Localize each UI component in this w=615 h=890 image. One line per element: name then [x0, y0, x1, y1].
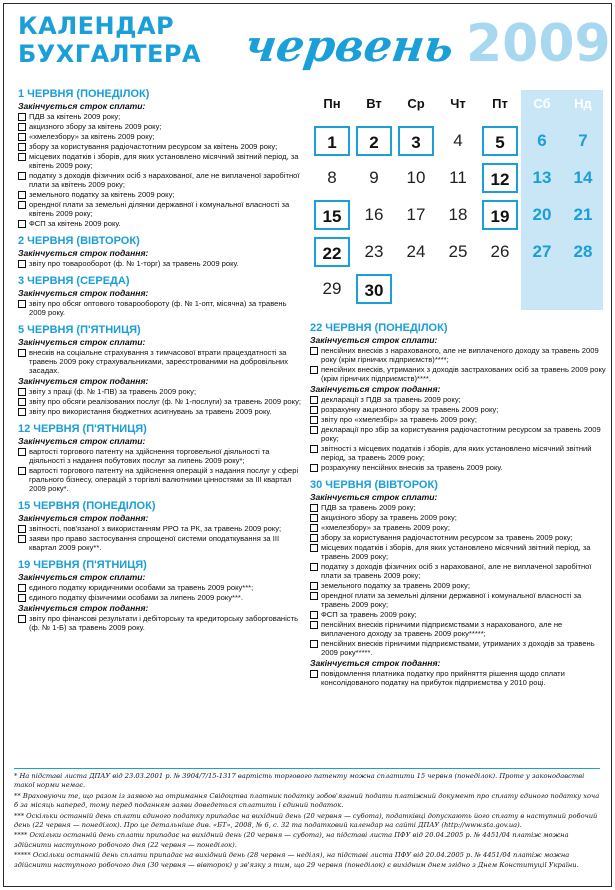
- calendar-day: 11: [449, 168, 467, 187]
- calendar-day: 4: [453, 131, 463, 150]
- checklist-item-text: внесків на соціальне страхування з тимчасової втрати працездатності за травень 2009 року страхувальниками, зареєстрованими на добровільних засадах.: [29, 348, 289, 375]
- checklist-item-text: ПДВ за травень 2009 року;: [321, 503, 416, 512]
- checklist-item: [18, 112, 301, 121]
- checklist-item-text: заяви про право застосування спрощеної системи оподаткування за ІІІ квартал 2009 року**.: [29, 534, 280, 552]
- checkbox[interactable]: [310, 464, 318, 472]
- checklist-item: [18, 200, 301, 218]
- checklist-item-text: розрахунку пенсійних внесків за травень 2009 року.: [321, 463, 503, 472]
- checkbox[interactable]: [18, 594, 26, 602]
- section-subheading: Закінчується строк сплати:: [18, 436, 146, 446]
- calendar-day: 21: [573, 205, 593, 224]
- section-subheading: Закінчується строк сплати:: [310, 492, 438, 502]
- checklist-item: [310, 395, 606, 404]
- checkbox[interactable]: [18, 584, 26, 592]
- checkbox[interactable]: [18, 113, 26, 121]
- checklist-item-text: звітності, пов'язаної з використанням РРО та РК, за травень 2009 року;: [29, 524, 282, 533]
- checkbox[interactable]: [18, 191, 26, 199]
- calendar-day: 18: [448, 205, 468, 224]
- deadline-section: [310, 479, 606, 687]
- checkbox[interactable]: [310, 504, 318, 512]
- checklist-item-text: земельного податку за травень 2009 року;: [321, 581, 470, 590]
- calendar-day: 23: [364, 242, 384, 261]
- checkbox[interactable]: [310, 640, 318, 648]
- checklist-item-text: звіту з праці (ф. № 1-ПВ) за травень 2009 року;: [29, 387, 197, 396]
- section-date-title: 15 ЧЕРВНЯ (ПОНЕДІЛОК): [18, 500, 156, 512]
- calendar-day: 9: [369, 168, 379, 187]
- weekday-header: Сб: [533, 96, 551, 111]
- checklist-item: [18, 387, 301, 396]
- calendar-day: 3: [398, 126, 434, 156]
- checkbox[interactable]: [18, 398, 26, 406]
- section-subheading: Закінчується строк сплати:: [310, 335, 438, 345]
- year-title: 2009: [466, 14, 611, 74]
- checklist-item: [310, 610, 606, 619]
- checklist-item-text: вартості торгового патенту на здійснення операцій з надання послуг у сфері грального бізнесу, операцій з торгівлі валютними цінностями за ІІІ квартал 2009 року*.: [29, 466, 299, 493]
- calendar-day: 29: [322, 279, 342, 298]
- calendar-day: 14: [573, 168, 593, 187]
- checklist-item-text: акцизного збору за квітень 2009 року;: [29, 122, 162, 131]
- checklist-item: [18, 534, 301, 552]
- deadline-section: [18, 275, 301, 317]
- checkbox[interactable]: [310, 347, 318, 355]
- deadline-section: [18, 235, 301, 268]
- checklist-item: [310, 405, 606, 414]
- checklist-item: [310, 365, 606, 383]
- checkbox[interactable]: [310, 416, 318, 424]
- weekday-header: Чт: [450, 96, 466, 111]
- checklist-item-text: місцевих податків і зборів, для яких установлено місячний звітний період, за квітень 2009 року;: [29, 152, 299, 170]
- calendar-grid: [310, 90, 603, 310]
- section-subheading: Закінчується строк подання:: [310, 384, 441, 394]
- checklist-item: [18, 132, 301, 141]
- section-date-title: 19 ЧЕРВНЯ (П'ЯТНИЦЯ): [18, 559, 147, 571]
- checklist-item-text: пенсійних внесків, утриманих з доходів застрахованих осіб за травень 2009 року (крім гірничих підприємств)****.: [321, 365, 606, 383]
- checklist-item-text: декларації про збір за користування радіочастотним ресурсом за травень 2009 року;: [321, 425, 601, 443]
- checkbox[interactable]: [310, 524, 318, 532]
- checklist-item-text: пенсійних внесків гірничими підприємствами, утриманих з доходів за травень 2009 року*****.: [321, 639, 595, 657]
- section-subheading: Закінчується строк подання:: [18, 603, 149, 613]
- checklist-item-text: орендної плати за земельні ділянки державної і комунальної власності за травень 2009 року;: [321, 591, 582, 609]
- section-subheading: Закінчується строк подання:: [310, 658, 441, 668]
- checkbox[interactable]: [18, 172, 26, 180]
- checklist-item-text: «хмелезбору» за травень 2009 року;: [321, 523, 450, 532]
- checklist-item-text: звіту про використання бюджетних асигнувань за травень 2009 року.: [29, 407, 272, 416]
- calendar-day: 19: [482, 200, 518, 230]
- checklist-item-text: звіту про обсяг оптового товарообороту (ф. № 1-опт, місячна) за травень 2009 року.: [29, 299, 287, 317]
- calendar-day: 15: [314, 200, 350, 230]
- checklist-item: [18, 259, 301, 268]
- checklist-item: [310, 425, 606, 443]
- title-line-2: БУХГАЛТЕРА: [18, 40, 202, 68]
- checklist-item: [310, 523, 606, 532]
- calendar-day: 16: [364, 205, 384, 224]
- weekday-header: Ср: [407, 96, 425, 111]
- calendar-day: 10: [406, 168, 426, 187]
- checklist-item: [310, 562, 606, 580]
- calendar-day: 7: [578, 131, 588, 150]
- checklist-item-text: ФСП за квітень 2009 року.: [29, 219, 121, 228]
- footnotes: [14, 768, 600, 871]
- checklist-item: [18, 397, 301, 406]
- checkbox[interactable]: [310, 621, 318, 629]
- checklist-item-text: акцизного збору за травень 2009 року;: [321, 513, 457, 522]
- checklist-item-text: звіту про обсяги реалізованих послуг (ф. № 1-послуги) за травень 2009 року;: [29, 397, 301, 406]
- weekday-header: Вт: [366, 96, 382, 111]
- checkbox[interactable]: [310, 544, 318, 552]
- checkbox[interactable]: [310, 396, 318, 404]
- checklist-item-text: єдиного податку юридичними особами за травень 2009 року***;: [29, 583, 254, 592]
- checkbox[interactable]: [18, 467, 26, 475]
- checkbox[interactable]: [310, 514, 318, 522]
- calendar-day: 30: [356, 274, 392, 304]
- checklist-item: [18, 583, 301, 592]
- checklist-item: [310, 444, 606, 462]
- section-date-title: 12 ЧЕРВНЯ (П'ЯТНИЦЯ): [18, 423, 147, 435]
- calendar-day: 2: [356, 126, 392, 156]
- deadline-section: [310, 322, 606, 472]
- checklist-item-text: вартості торгового патенту на здійснення торговельної діяльності та діяльності з надання побутових послуг за липень 2009 року*;: [29, 447, 270, 465]
- checklist-item: [310, 463, 606, 472]
- section-subheading: Закінчується строк подання:: [18, 288, 149, 298]
- section-subheading: Закінчується строк сплати:: [18, 337, 146, 347]
- calendar-day: 25: [448, 242, 468, 261]
- section-subheading: Закінчується строк сплати:: [18, 101, 146, 111]
- section-date-title: 22 ЧЕРВНЯ (ПОНЕДІЛОК): [310, 322, 448, 334]
- month-title: червень: [241, 21, 457, 72]
- deadline-section: [18, 500, 301, 552]
- checklist-item-text: звіту про фінансові результати і дебіторську та кредиторську заборгованість (ф. № 1-Б) за травень 2009 року.: [29, 614, 299, 632]
- checklist-item-text: податку з доходів фізичних осіб з нарахованої, але не виплаченої заробітної плати за травень 2009 року;: [321, 562, 592, 580]
- section-date-title: 1 ЧЕРВНЯ (ПОНЕДІЛОК): [18, 88, 150, 100]
- checkbox[interactable]: [18, 220, 26, 228]
- checkbox[interactable]: [310, 611, 318, 619]
- deadline-section: [18, 559, 301, 632]
- checkbox[interactable]: [18, 123, 26, 131]
- checkbox[interactable]: [18, 201, 26, 209]
- checkbox[interactable]: [310, 582, 318, 590]
- footnote: * На підставі листа ДПАУ від 23.03.2001 р. № 3904/7/15-1317 вартість торгового патенту можна сплатити 15 червня (понеділок). Проте у законодавстві такої норми немає.: [14, 772, 585, 790]
- checklist-item: [18, 299, 301, 317]
- calendar-day: 17: [406, 205, 426, 224]
- checklist-item: [310, 346, 606, 364]
- section-date-title: 3 ЧЕРВНЯ (СЕРЕДА): [18, 275, 130, 287]
- checkbox[interactable]: [18, 349, 26, 357]
- checklist-item: [18, 524, 301, 533]
- checklist-item: [18, 122, 301, 131]
- checklist-item-text: ПДВ за квітень 2009 року;: [29, 112, 121, 121]
- section-date-title: 2 ЧЕРВНЯ (ВІВТОРОК): [18, 235, 140, 247]
- checklist-item-text: повідомлення платника податку про прийняття рішення щодо сплати консолідованого податку на прибуток підприємства у 2010 році.: [321, 669, 565, 687]
- checklist-item-text: «хмелезбору» за квітень 2009 року;: [29, 132, 155, 141]
- checklist-item-text: пенсійних внесків гірничими підприємствами з нарахованого, але не виплаченого доходу за травень 2009 року*****;: [321, 620, 563, 638]
- weekday-header: Нд: [574, 96, 592, 111]
- checklist-item: [310, 669, 606, 687]
- calendar-day: 12: [482, 163, 518, 193]
- checklist-item: [310, 620, 606, 638]
- checklist-item: [18, 407, 301, 416]
- calendar-day: 26: [490, 242, 510, 261]
- checkbox[interactable]: [310, 534, 318, 542]
- deadline-section: [18, 324, 301, 416]
- weekday-header: Пн: [323, 96, 341, 111]
- checklist-item: [310, 591, 606, 609]
- checklist-item: [18, 152, 301, 170]
- footnote: *** Оскільки останній день сплати єдиного податку припадає на вихідний день (20 червня — субота), податківці допускають його сплату в наступний робочий день (22 червня — понеділок). Про це детальніше див. «БТ», 2008, № 6, с. 32 та податковий календар на сайті ДПАУ (http://www.sta.gov.ua).: [14, 811, 598, 830]
- checklist-item-text: пенсійних внесків з нарахованого, але не виплаченого доходу за травень 2009 року (крім гірничих підприємств)****;: [321, 346, 599, 364]
- checklist-item: [310, 533, 606, 542]
- checkbox[interactable]: [310, 445, 318, 453]
- checkbox[interactable]: [310, 426, 318, 434]
- checklist-item: [18, 190, 301, 199]
- footnote: ***** Оскільки останній день сплати припадає на вихідний день (28 червня — неділя), на підставі листа ПФУ від 20.04.2005 р. № 4451/04 платіж можна здійснити наступного робочого дня (30 червня — вівторок) у зв'язку з тим, що 29 червня (понеділок) є вихідним днем згідно з Днем Конституції України.: [14, 851, 579, 869]
- checklist-item: [18, 447, 301, 465]
- checklist-item-text: збору за користування радіочастотним ресурсом за травень 2009 року;: [321, 533, 573, 542]
- left-column: [18, 88, 301, 639]
- checklist-item: [310, 543, 606, 561]
- checklist-item: [310, 503, 606, 512]
- checkbox[interactable]: [310, 563, 318, 571]
- title-line-1: КАЛЕНДАР: [18, 12, 175, 40]
- checklist-item-text: орендної плати за земельні ділянки державної і комунальної власності за квітень 2009 року;: [29, 200, 290, 218]
- checklist-item: [18, 614, 301, 632]
- calendar-day: 28: [573, 242, 593, 261]
- checklist-item: [18, 466, 301, 493]
- calendar-day: 6: [537, 131, 547, 150]
- deadline-section: [18, 88, 301, 228]
- footnote: ** Враховуючи те, що разом із заявою на отримання Свідоцтва платник податку зобов'язаний подати платіжний документ про сплату єдиного податку хоча б за місяць наперед, тому перед поданням заяви доведеться сплатити і єдиний податок.: [14, 791, 600, 810]
- checklist-item: [18, 348, 301, 375]
- section-subheading: Закінчується строк подання:: [18, 513, 149, 523]
- deadline-section: [18, 423, 301, 493]
- checklist-item: [310, 639, 606, 657]
- checkbox[interactable]: [310, 670, 318, 678]
- section-subheading: Закінчується строк подання:: [18, 376, 149, 386]
- checklist-item-text: звіту про «хмелезбір» за травень 2009 року;: [321, 415, 477, 424]
- right-column: [310, 322, 606, 694]
- checklist-item: [18, 171, 301, 189]
- footnote: **** Оскільки останній день сплати припадає на вихідний день (20 червня — субота), на підставі листа ПФУ від 20.04.2005 р. № 4451/04 платіж можна здійснити наступного робочого дня (22 червня — понеділок).: [14, 831, 569, 849]
- checklist-item-text: звітності з місцевих податків і зборів, для яких установлено місячний звітний період, за травень 2009 року;: [321, 444, 592, 462]
- checkbox[interactable]: [310, 406, 318, 414]
- checkbox[interactable]: [18, 408, 26, 416]
- calendar-day: 8: [327, 168, 337, 187]
- checklist-item: [18, 142, 301, 151]
- calendar-day: 5: [482, 126, 518, 156]
- checkbox[interactable]: [18, 615, 26, 623]
- section-date-title: 30 ЧЕРВНЯ (ВІВТОРОК): [310, 479, 438, 491]
- calendar-day: 1: [314, 126, 350, 156]
- section-subheading: Закінчується строк сплати:: [18, 572, 146, 582]
- calendar-day: 22: [314, 237, 350, 267]
- checkbox[interactable]: [310, 592, 318, 600]
- checkbox[interactable]: [310, 366, 318, 374]
- checklist-item-text: земельного податку за квітень 2009 року;: [29, 190, 175, 199]
- checklist-item: [310, 581, 606, 590]
- calendar-day: 24: [406, 242, 426, 261]
- checklist-item-text: єдиного податку фізичними особами за липень 2009 року***.: [29, 593, 243, 602]
- checkbox[interactable]: [18, 143, 26, 151]
- weekday-header: Пт: [492, 96, 508, 111]
- checkbox[interactable]: [18, 133, 26, 141]
- page-title: [18, 12, 201, 68]
- calendar-day: 13: [532, 168, 552, 187]
- checklist-item-text: збору за користування радіочастотним ресурсом за квітень 2009 року;: [29, 142, 278, 151]
- checkbox[interactable]: [18, 525, 26, 533]
- checkbox[interactable]: [18, 153, 26, 161]
- checklist-item-text: звіту про товарооборот (ф. № 1-торг) за травень 2009 року.: [29, 259, 239, 268]
- checklist-item-text: податку з доходів фізичних осіб з нарахованої, але не виплаченої заробітної плати за квітень 2009 року;: [29, 171, 300, 189]
- calendar-day: 27: [532, 242, 552, 261]
- checkbox[interactable]: [18, 535, 26, 543]
- checklist-item: [18, 219, 301, 228]
- checklist-item-text: декларації з ПДВ за травень 2009 року;: [321, 395, 461, 404]
- checklist-item-text: місцевих податків і зборів, для яких установлено місячний звітний період, за травень 2009 року;: [321, 543, 591, 561]
- checklist-item-text: ФСП за травень 2009 року;: [321, 610, 417, 619]
- calendar-day: 20: [532, 205, 552, 224]
- checklist-item-text: розрахунку акцизного збору за травень 2009 року;: [321, 405, 499, 414]
- checkbox[interactable]: [18, 260, 26, 268]
- checkbox[interactable]: [18, 448, 26, 456]
- checklist-item: [18, 593, 301, 602]
- checkbox[interactable]: [18, 300, 26, 308]
- checklist-item: [310, 415, 606, 424]
- section-subheading: Закінчується строк подання:: [18, 248, 149, 258]
- section-date-title: 5 ЧЕРВНЯ (П'ЯТНИЦЯ): [18, 324, 141, 336]
- checkbox[interactable]: [18, 388, 26, 396]
- checklist-item: [310, 513, 606, 522]
